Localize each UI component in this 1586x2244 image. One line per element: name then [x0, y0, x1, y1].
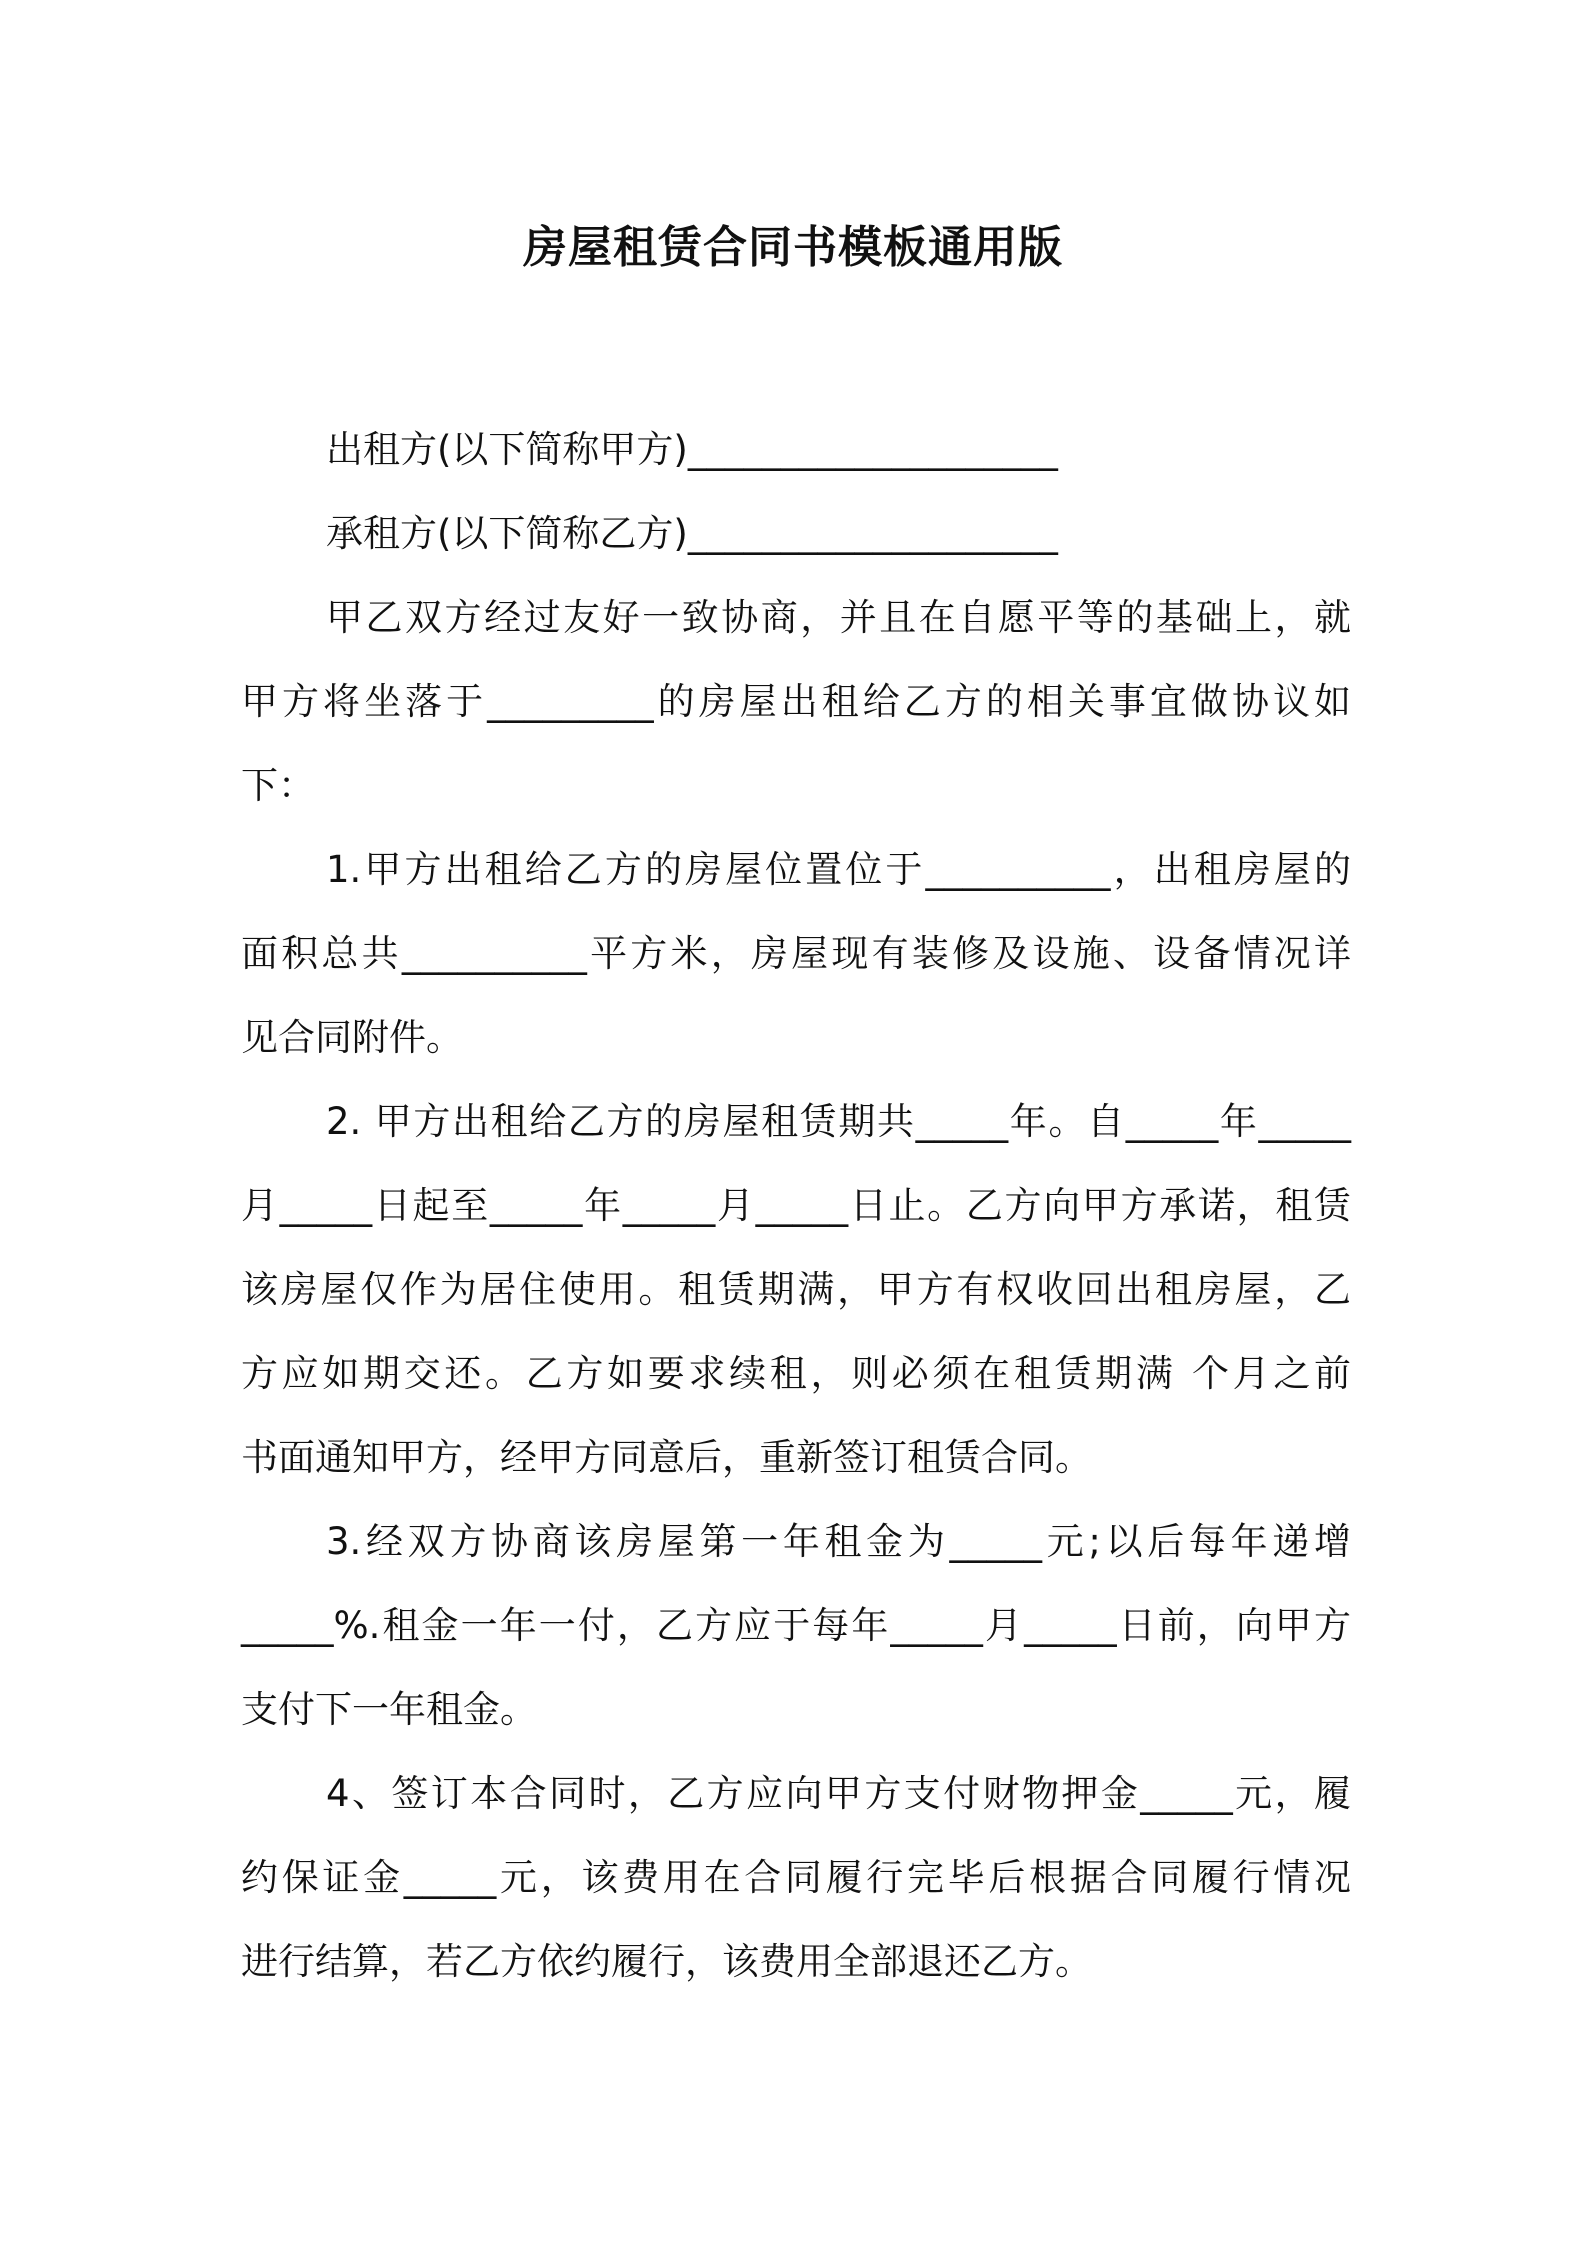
clause-2-line-5: 书面通知甲方，经甲方同意后，重新签订租赁合同。 [241, 1436, 1092, 1479]
clause-2-line-1: 2. 甲方出租给乙方的房屋租赁期共_____年。自_____年_____ [326, 1100, 1351, 1143]
clause-2-line-3: 该房屋仅作为居住使用。租赁期满，甲方有权收回出租房屋，乙 [241, 1268, 1351, 1311]
clause-1-line-1: 1.甲方出租给乙方的房屋位置位于__________，出租房屋的 [326, 848, 1351, 891]
lessee-line: 承租方(以下简称乙方)____________________ [326, 512, 1058, 555]
clause-4-line-2: 约保证金_____元，该费用在合同履行完毕后根据合同履行情况 [241, 1856, 1351, 1899]
clause-2-line-4: 方应如期交还。乙方如要求续租，则必须在租赁期满 个月之前 [241, 1352, 1351, 1395]
clause-3-line-3: 支付下一年租金。 [241, 1688, 537, 1731]
clause-1-line-2: 面积总共__________平方米，房屋现有装修及设施、设备情况详 [241, 932, 1351, 975]
clause-4-line-1: 4、签订本合同时，乙方应向甲方支付财物押金_____元，履 [326, 1772, 1351, 1815]
document-title: 房屋租赁合同书模板通用版 [523, 222, 1063, 273]
lessor-line: 出租方(以下简称甲方)____________________ [326, 428, 1058, 471]
document-body [241, 408, 1351, 2004]
clause-3-line-2: _____%.租金一年一付，乙方应于每年_____月_____日前，向甲方 [241, 1604, 1351, 1647]
preamble-line-2: 甲方将坐落于_________的房屋出租给乙方的相关事宜做协议如 [241, 680, 1351, 723]
preamble-line-3: 下： [241, 764, 315, 807]
preamble-line-1: 甲乙双方经过友好一致协商，并且在自愿平等的基础上，就 [326, 596, 1351, 639]
clause-4-line-3: 进行结算，若乙方依约履行，该费用全部退还乙方。 [241, 1940, 1092, 1983]
clause-3-line-1: 3.经双方协商该房屋第一年租金为_____元;以后每年递增 [326, 1520, 1351, 1563]
clause-1-line-3: 见合同附件。 [241, 1016, 463, 1059]
clause-2-line-2: 月_____日起至_____年_____月_____日止。乙方向甲方承诺，租赁 [241, 1184, 1351, 1227]
